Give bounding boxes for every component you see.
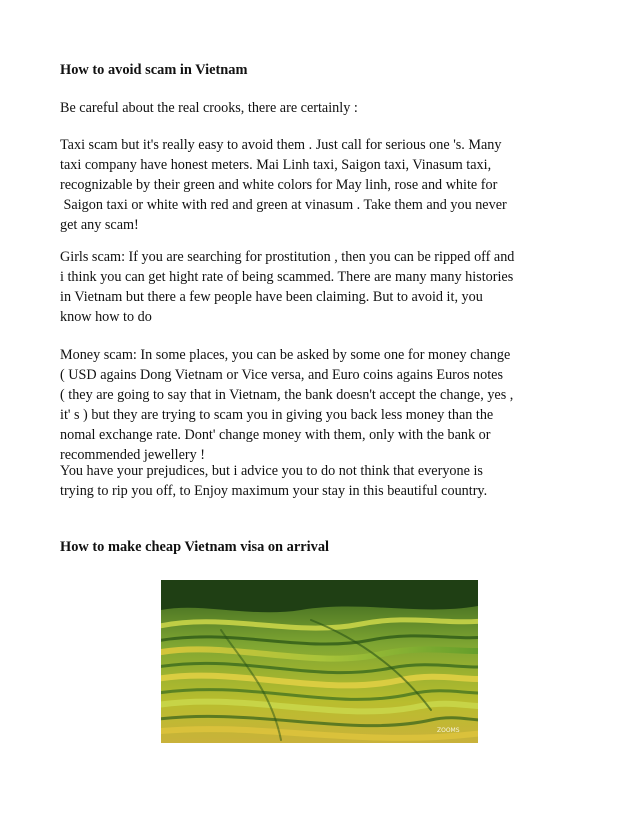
- girls-scam-paragraph: [60, 247, 590, 327]
- money-line: ( USD agains Dong Vietnam or Vice versa, and Euro coins agains Euros notes: [60, 367, 504, 383]
- taxi-line: get any scam!: [60, 217, 139, 233]
- closing-line: You have your prejudices, but i advice you to do not think that everyone is: [60, 463, 483, 479]
- closing-paragraph: [60, 461, 590, 501]
- money-line: recommended jewellery !: [60, 447, 205, 463]
- money-scam-paragraph: [60, 345, 590, 465]
- money-line: ( they are going to say that in Vietnam, the bank doesn't accept the change, yes ,: [60, 387, 514, 403]
- taxi-line: taxi company have honest meters. Mai Linh taxi, Saigon taxi, Vinasum taxi,: [60, 157, 492, 173]
- taxi-scam-paragraph: [60, 135, 590, 235]
- rice-terraces-illustration: [161, 580, 478, 743]
- girls-line: Girls scam: If you are searching for prostitution , then you can be ripped off and: [60, 249, 515, 265]
- intro-line: Be careful about the real crooks, there are certainly :: [60, 100, 358, 116]
- girls-line: i think you can get hight rate of being scammed. There are many many histories: [60, 269, 514, 285]
- taxi-line: Saigon taxi or white with red and green at vinasum . Take them and you never: [60, 197, 507, 213]
- taxi-line: Taxi scam but it's really easy to avoid them . Just call for serious one 's. Many: [60, 137, 502, 153]
- money-line: it' s ) but they are trying to scam you in giving you back less money than the: [60, 407, 494, 423]
- rice-terraces-photo: [161, 580, 478, 743]
- girls-line: in Vietnam but there a few people have been claiming. But to avoid it, you: [60, 289, 483, 305]
- heading-avoid-scam: How to avoid scam in Vietnam: [60, 62, 248, 78]
- money-line: Money scam: In some places, you can be asked by some one for money change: [60, 347, 511, 363]
- taxi-line: recognizable by their green and white colors for May linh, rose and white for: [60, 177, 498, 193]
- girls-line: know how to do: [60, 309, 152, 325]
- intro-paragraph: [60, 98, 590, 118]
- heading-visa-on-arrival: How to make cheap Vietnam visa on arrival: [60, 539, 330, 555]
- forest-hillside: [161, 580, 478, 612]
- money-line: nomal exchange rate. Dont' change money with them, only with the bank or: [60, 427, 491, 443]
- closing-line: trying to rip you off, to Enjoy maximum your stay in this beautiful country.: [60, 483, 488, 499]
- photo-watermark: ZOOMS: [437, 727, 460, 734]
